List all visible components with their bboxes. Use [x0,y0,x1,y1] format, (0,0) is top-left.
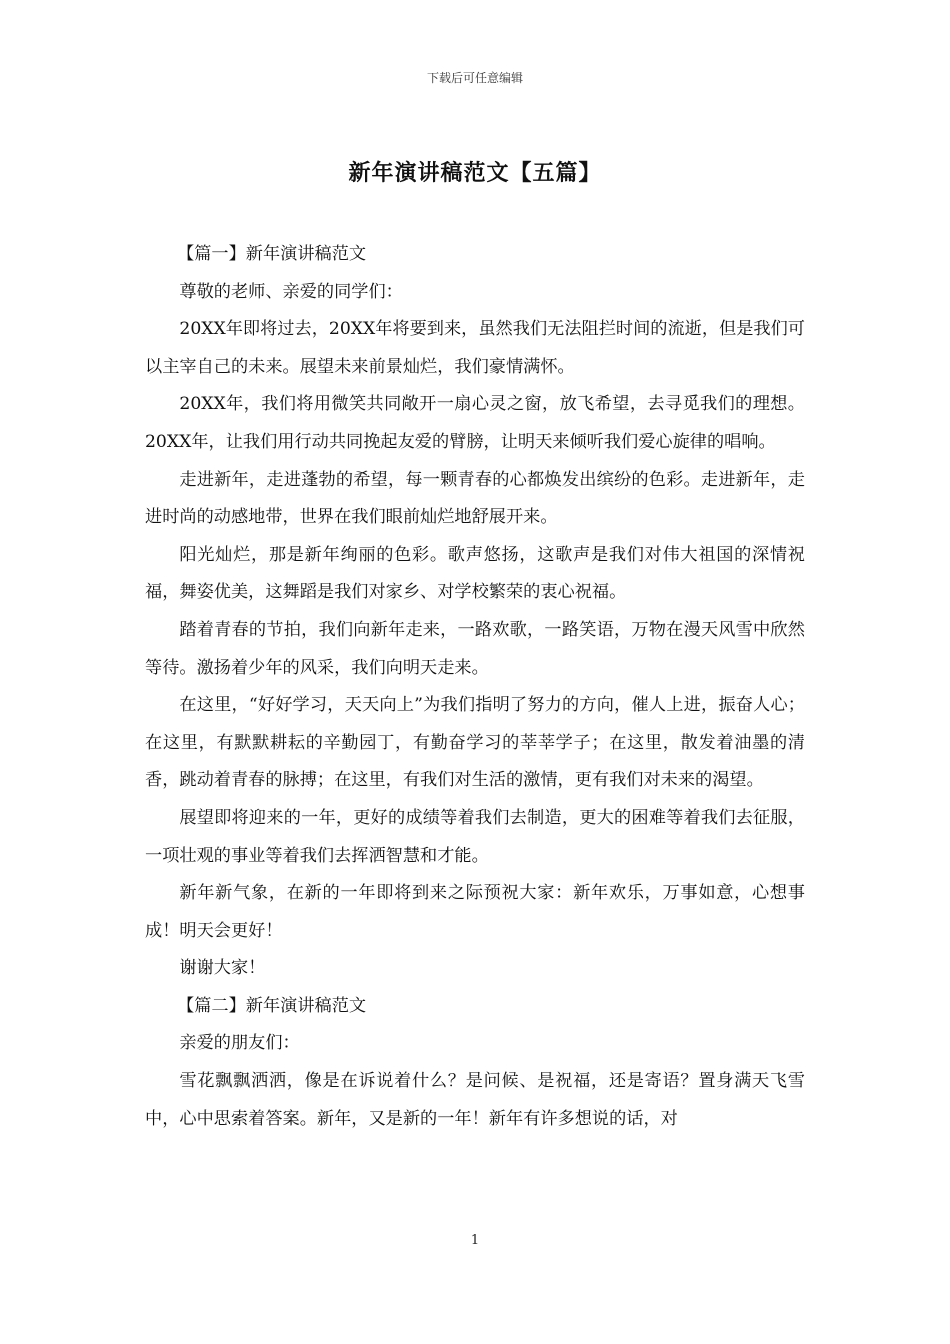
paragraph: 尊敬的老师、亲爱的同学们： [179,281,403,302]
paragraph: 雪花飘飘洒洒，像是在诉说着什么？是问候、是祝福，还是寄语？置身满天飞雪中，心中思索着答案。新年，又是新的一年！新年有许多想说的话，对 [145,1071,805,1129]
paragraph: 走进新年，走进蓬勃的希望，每一颗青春的心都焕发出缤纷的色彩。走进新年，走进时尚的动感地带，世界在我们眼前灿烂地舒展开来。 [145,469,805,528]
page-number: 1 [470,1233,480,1248]
paragraph: 展望即将迎来的一年，更好的成绩等着我们去制造，更大的困难等着我们去征服，一项壮观的事业等着我们去挥洒智慧和才能。 [145,807,805,866]
paragraph: 在这里，“好好学习，天天向上”为我们指明了努力的方向，催人上进，振奋人心；在这里，有默默耕耘的辛勤园丁，有勤奋学习的莘莘学子；在这里，散发着油墨的清香，跳动着青春的脉搏；在这里，有我们对生活的激情，更有我们对未来的渴望。 [145,695,805,791]
paragraph: 亲爱的朋友们： [179,1033,300,1054]
header-note: 下载后可任意编辑 [426,71,523,85]
paragraph: 阳光灿烂，那是新年绚丽的色彩。歌声悠扬，这歌声是我们对伟大祖国的深情祝福，舞姿优美，这舞蹈是我们对家乡、对学校繁荣的衷心祝福。 [145,544,805,603]
paragraph: 踏着青春的节拍，我们向新年走来，一路欢歌，一路笑语，万物在漫天风雪中欣然等待。激扬着少年的风采，我们向明天走来。 [145,619,805,678]
paragraph: 20XX年，我们将用微笑共同敞开一扇心灵之窗，放飞希望，去寻觅我们的理想。20XX年，让我们用行动共同挽起友爱的臂膀，让明天来倾听我们爱心旋律的唱响。 [145,394,805,452]
section-heading: 【篇一】新年演讲稿范文 [177,244,367,264]
document-body [145,236,805,1138]
section-heading: 【篇二】新年演讲稿范文 [177,995,367,1016]
paragraph: 新年新气象，在新的一年即将到来之际预祝大家：新年欢乐，万事如意，心想事成！明天会更好！ [145,883,805,941]
paragraph: 谢谢大家！ [179,958,266,979]
page-title: 新年演讲稿范文【五篇】 [348,160,602,186]
paragraph: 20XX年即将过去，20XX年将要到来，虽然我们无法阻拦时间的流逝，但是我们可以主宰自己的未来。展望未来前景灿烂，我们豪情满怀。 [145,319,805,377]
